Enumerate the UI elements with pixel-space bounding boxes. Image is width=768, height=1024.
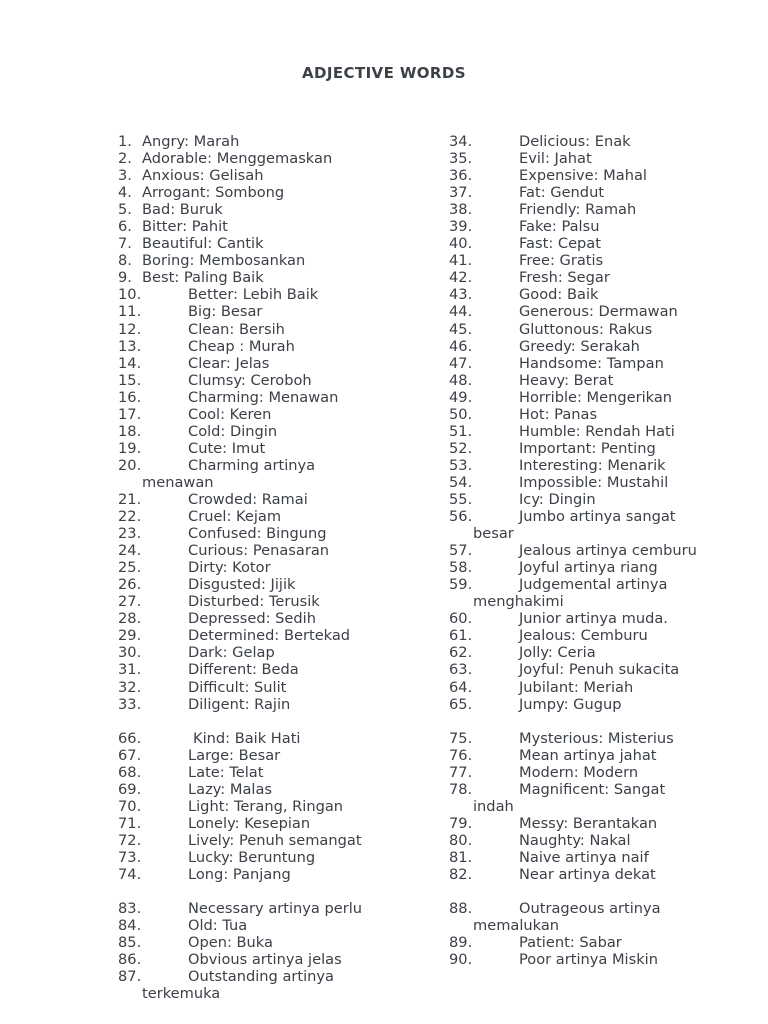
item-number: 47. (449, 354, 473, 372)
list-item (449, 764, 759, 781)
item-text: Anxious: Gelisah (142, 167, 264, 185)
list-item (449, 900, 759, 934)
item-number: 5. (118, 201, 132, 219)
item-text: Humble: Rendah Hati (519, 422, 675, 440)
list-item (449, 286, 759, 303)
item-text: Lazy: Malas (188, 780, 272, 798)
item-text: Good: Baik (519, 286, 599, 304)
item-text: Junior artinya muda. (519, 610, 668, 628)
item-number: 80. (449, 831, 473, 849)
item-number: 85. (118, 934, 142, 952)
list-item (118, 218, 418, 235)
item-number: 38. (449, 201, 473, 219)
item-number: 50. (449, 405, 473, 423)
item-number: 77. (449, 763, 473, 781)
item-number: 45. (449, 320, 473, 338)
item-text: Important: Penting (519, 439, 656, 457)
item-text: Generous: Dermawan (519, 303, 678, 321)
list-item (449, 457, 759, 474)
item-text: Obvious artinya jelas (188, 951, 342, 969)
item-text: Kind: Baik Hati (193, 729, 301, 747)
list-item (449, 389, 759, 406)
item-number: 74. (118, 866, 142, 884)
list-item (449, 218, 759, 235)
item-text: Determined: Bertekad (188, 627, 351, 645)
list-item (449, 321, 759, 338)
item-text: Different: Beda (188, 661, 299, 679)
item-text: Diligent: Rajin (188, 695, 291, 713)
item-number: 71. (118, 814, 142, 832)
item-number: 44. (449, 303, 473, 321)
list-item (118, 559, 418, 576)
item-text: Jealous: Cemburu (519, 627, 648, 645)
item-number: 43. (449, 286, 473, 304)
list-item (449, 406, 759, 423)
list-item (118, 866, 418, 883)
item-number: 54. (449, 473, 473, 491)
item-number: 10. (118, 286, 142, 304)
item-text: Disgusted: Jijik (188, 576, 296, 594)
item-text: Clumsy: Ceroboh (188, 371, 312, 389)
list-item (118, 832, 418, 849)
item-text: Lucky: Beruntung (188, 848, 316, 866)
item-text: Free: Gratis (519, 252, 604, 270)
list-item (118, 269, 418, 286)
item-number: 30. (118, 644, 142, 662)
item-number: 88. (449, 900, 473, 918)
item-text: Fat: Gendut (519, 184, 605, 202)
list-item (449, 576, 759, 610)
item-number: 86. (118, 951, 142, 969)
item-number: 61. (449, 627, 473, 645)
item-text: Better: Lebih Baik (188, 286, 319, 304)
item-number: 87. (118, 968, 142, 986)
item-text: Lively: Penuh semangat (188, 831, 362, 849)
item-number: 13. (118, 337, 142, 355)
item-number: 11. (118, 303, 142, 321)
item-number: 73. (118, 848, 142, 866)
item-number: 37. (449, 184, 473, 202)
list-item (118, 321, 418, 338)
item-number: 6. (118, 218, 132, 236)
list-item (449, 355, 759, 372)
item-text: Bitter: Pahit (142, 218, 228, 236)
item-number: 63. (449, 661, 473, 679)
list-item (118, 491, 418, 508)
item-number: 52. (449, 439, 473, 457)
list-item (449, 201, 759, 218)
list-item (118, 457, 418, 491)
list-item (449, 508, 759, 542)
list-item (118, 661, 418, 678)
item-number: 29. (118, 627, 142, 645)
item-number: 89. (449, 934, 473, 952)
item-text: Mean artinya jahat (519, 746, 657, 764)
item-text: Difficult: Sulit (188, 678, 287, 696)
item-text: Lonely: Kesepian (188, 814, 311, 832)
item-number: 35. (449, 150, 473, 168)
list-item (449, 440, 759, 457)
item-text: Fresh: Segar (519, 269, 610, 287)
item-text: Angry: Marah (142, 133, 240, 150)
list-item (118, 696, 418, 713)
list-item (118, 644, 418, 661)
item-number: 19. (118, 439, 142, 457)
item-number: 72. (118, 831, 142, 849)
item-text: Joyful artinya riang (519, 559, 658, 577)
item-text-continuation: memalukan (473, 917, 560, 935)
item-number: 62. (449, 644, 473, 662)
item-number: 8. (118, 252, 132, 270)
item-text: Long: Panjang (188, 866, 291, 884)
item-text-continuation: besar (473, 525, 514, 543)
item-text: Jumbo artinya sangat (519, 508, 676, 526)
list-item (118, 747, 418, 764)
item-text: Clear: Jelas (188, 354, 270, 372)
item-number: 12. (118, 320, 142, 338)
list-item (449, 184, 759, 201)
list-item (449, 269, 759, 286)
item-number: 79. (449, 814, 473, 832)
item-number: 41. (449, 252, 473, 270)
item-number: 70. (118, 797, 142, 815)
list-item (449, 849, 759, 866)
item-text: Handsome: Tampan (519, 354, 664, 372)
item-number: 83. (118, 900, 142, 918)
list-item (449, 559, 759, 576)
item-text: Necessary artinya perlu (188, 900, 363, 918)
item-text: Depressed: Sedih (188, 610, 316, 628)
item-text: Horrible: Mengerikan (519, 388, 673, 406)
list-item (118, 951, 418, 968)
item-text: Outstanding artinya (188, 968, 334, 986)
list-item (118, 508, 418, 525)
item-number: 75. (449, 729, 473, 747)
item-number: 26. (118, 576, 142, 594)
list-item (449, 832, 759, 849)
list-item (449, 542, 759, 559)
item-text: Joyful: Penuh sukacita (519, 661, 680, 679)
item-text: Charming: Menawan (188, 388, 339, 406)
list-item (449, 423, 759, 440)
item-number: 56. (449, 508, 473, 526)
list-item (449, 815, 759, 832)
item-number: 64. (449, 678, 473, 696)
list-item (449, 252, 759, 269)
item-number: 36. (449, 167, 473, 185)
item-text: Jealous artinya cemburu (519, 542, 697, 560)
item-number: 58. (449, 559, 473, 577)
list-item (118, 815, 418, 832)
item-number: 67. (118, 746, 142, 764)
list-item (449, 303, 759, 320)
item-number: 49. (449, 388, 473, 406)
list-item (449, 730, 759, 747)
item-number: 7. (118, 235, 132, 253)
item-text: Cute: Imut (188, 439, 266, 457)
item-text: Patient: Sabar (519, 934, 622, 952)
item-number: 76. (449, 746, 473, 764)
item-number: 39. (449, 218, 473, 236)
list-item (118, 235, 418, 252)
item-text: Cruel: Kejam (188, 508, 282, 526)
item-number: 46. (449, 337, 473, 355)
item-text-continuation: menghakimi (473, 593, 564, 611)
item-number: 68. (118, 763, 142, 781)
item-text: Greedy: Serakah (519, 337, 640, 355)
item-text-continuation: terkemuka (142, 985, 221, 1003)
list-item (449, 951, 759, 968)
list-item (449, 627, 759, 644)
page-title: ADJECTIVE WORDS (302, 64, 466, 82)
list-item (118, 389, 418, 406)
item-text: Impossible: Mustahil (519, 473, 669, 491)
item-text: Cool: Keren (188, 405, 272, 423)
item-text: Jubilant: Meriah (519, 678, 634, 696)
list-item (118, 576, 418, 593)
list-item (118, 286, 418, 303)
item-number: 17. (118, 405, 142, 423)
list-item (118, 917, 418, 934)
item-text: Naughty: Nakal (519, 831, 631, 849)
list-item (449, 679, 759, 696)
list-item (118, 338, 418, 355)
item-text: Naive artinya naif (519, 848, 649, 866)
item-text: Jolly: Ceria (519, 644, 596, 662)
list-item (118, 355, 418, 372)
item-text: Near artinya dekat (519, 866, 656, 884)
list-item (118, 150, 418, 167)
item-number: 60. (449, 610, 473, 628)
list-item (449, 610, 759, 627)
list-item (118, 610, 418, 627)
item-text: Gluttonous: Rakus (519, 320, 653, 338)
list-item (118, 900, 418, 917)
list-item (118, 525, 418, 542)
item-number: 34. (449, 133, 473, 150)
item-text: Jumpy: Gugup (519, 695, 622, 713)
list-item (449, 866, 759, 883)
list-item (449, 747, 759, 764)
list-item (118, 968, 418, 1002)
item-number: 18. (118, 422, 142, 440)
item-number: 16. (118, 388, 142, 406)
item-number: 82. (449, 866, 473, 884)
item-text: Arrogant: Sombong (142, 184, 285, 202)
item-text: Bad: Buruk (142, 201, 223, 219)
item-number: 24. (118, 542, 142, 560)
item-number: 14. (118, 354, 142, 372)
item-text-continuation: menawan (142, 473, 214, 491)
item-text: Crowded: Ramai (188, 490, 308, 508)
item-number: 53. (449, 456, 473, 474)
item-text: Outrageous artinya (519, 900, 661, 918)
item-number: 2. (118, 150, 132, 168)
list-item (118, 406, 418, 423)
list-item (118, 184, 418, 201)
item-text: Delicious: Enak (519, 133, 631, 150)
list-item (118, 798, 418, 815)
list-item (449, 474, 759, 491)
item-text: Heavy: Berat (519, 371, 614, 389)
item-text: Curious: Penasaran (188, 542, 330, 560)
item-text: Messy: Berantakan (519, 814, 658, 832)
list-item (118, 423, 418, 440)
list-item (118, 934, 418, 951)
item-number: 1. (118, 133, 132, 150)
list-item (449, 150, 759, 167)
item-text: Expensive: Mahal (519, 167, 647, 185)
item-number: 21. (118, 490, 142, 508)
item-number: 57. (449, 542, 473, 560)
left-word-column (118, 133, 418, 1002)
list-item (449, 696, 759, 713)
item-text: Fast: Cepat (519, 235, 601, 253)
item-text: Best: Paling Baik (142, 269, 264, 287)
item-number: 42. (449, 269, 473, 287)
item-text: Hot: Panas (519, 405, 598, 423)
item-number: 22. (118, 508, 142, 526)
item-number: 69. (118, 780, 142, 798)
item-text: Late: Telat (188, 763, 264, 781)
item-number: 23. (118, 525, 142, 543)
item-text: Cold: Dingin (188, 422, 278, 440)
list-item (449, 167, 759, 184)
item-number: 66. (118, 729, 142, 747)
list-item (118, 542, 418, 559)
item-number: 4. (118, 184, 132, 202)
item-number: 32. (118, 678, 142, 696)
item-text: Dirty: Kotor (188, 559, 271, 577)
list-item (118, 440, 418, 457)
list-item (118, 303, 418, 320)
item-number: 9. (118, 269, 132, 287)
list-item (118, 252, 418, 269)
item-text: Poor artinya Miskin (519, 951, 658, 969)
item-text: Adorable: Menggemaskan (142, 150, 333, 168)
item-text: Friendly: Ramah (519, 201, 637, 219)
item-number: 40. (449, 235, 473, 253)
item-number: 31. (118, 661, 142, 679)
item-text: Disturbed: Terusik (188, 593, 320, 611)
item-text: Judgemental artinya (519, 576, 668, 594)
item-text: Modern: Modern (519, 763, 639, 781)
item-text: Interesting: Menarik (519, 456, 666, 474)
item-text: Light: Terang, Ringan (188, 797, 344, 815)
item-text: Charming artinya (188, 456, 316, 474)
item-number: 90. (449, 951, 473, 969)
item-number: 27. (118, 593, 142, 611)
list-item (449, 338, 759, 355)
list-item (118, 679, 418, 696)
item-number: 48. (449, 371, 473, 389)
item-number: 3. (118, 167, 132, 185)
list-item (449, 372, 759, 389)
list-item (449, 781, 759, 815)
item-text: Dark: Gelap (188, 644, 275, 662)
item-number: 59. (449, 576, 473, 594)
item-text: Boring: Membosankan (142, 252, 306, 270)
item-number: 20. (118, 456, 142, 474)
item-number: 84. (118, 917, 142, 935)
right-word-column (449, 133, 759, 968)
item-text: Evil: Jahat (519, 150, 592, 168)
list-item (118, 133, 418, 150)
item-number: 55. (449, 490, 473, 508)
item-number: 65. (449, 695, 473, 713)
item-text: Icy: Dingin (519, 490, 596, 508)
item-number: 81. (449, 848, 473, 866)
list-item (449, 934, 759, 951)
item-number: 78. (449, 780, 473, 798)
item-text: Fake: Palsu (519, 218, 600, 236)
list-item (118, 730, 418, 747)
item-number: 28. (118, 610, 142, 628)
list-item (449, 644, 759, 661)
item-text: Cheap : Murah (188, 337, 295, 355)
item-text: Old: Tua (188, 917, 248, 935)
list-item (118, 627, 418, 644)
list-item (449, 661, 759, 678)
list-item (449, 133, 759, 150)
list-item (449, 235, 759, 252)
item-text: Mysterious: Misterius (519, 729, 674, 747)
item-text: Big: Besar (188, 303, 263, 321)
item-number: 51. (449, 422, 473, 440)
item-text: Beautiful: Cantik (142, 235, 264, 253)
list-item (118, 764, 418, 781)
list-item (118, 849, 418, 866)
list-item (449, 491, 759, 508)
list-item (118, 593, 418, 610)
list-item (118, 201, 418, 218)
item-text: Large: Besar (188, 746, 281, 764)
list-item (118, 781, 418, 798)
list-item (118, 167, 418, 184)
item-number: 15. (118, 371, 142, 389)
list-item (118, 372, 418, 389)
item-text: Clean: Bersih (188, 320, 285, 338)
item-text-continuation: indah (473, 797, 514, 815)
item-text: Confused: Bingung (188, 525, 327, 543)
item-text: Magnificent: Sangat (519, 780, 666, 798)
item-number: 33. (118, 695, 142, 713)
item-text: Open: Buka (188, 934, 273, 952)
item-number: 25. (118, 559, 142, 577)
